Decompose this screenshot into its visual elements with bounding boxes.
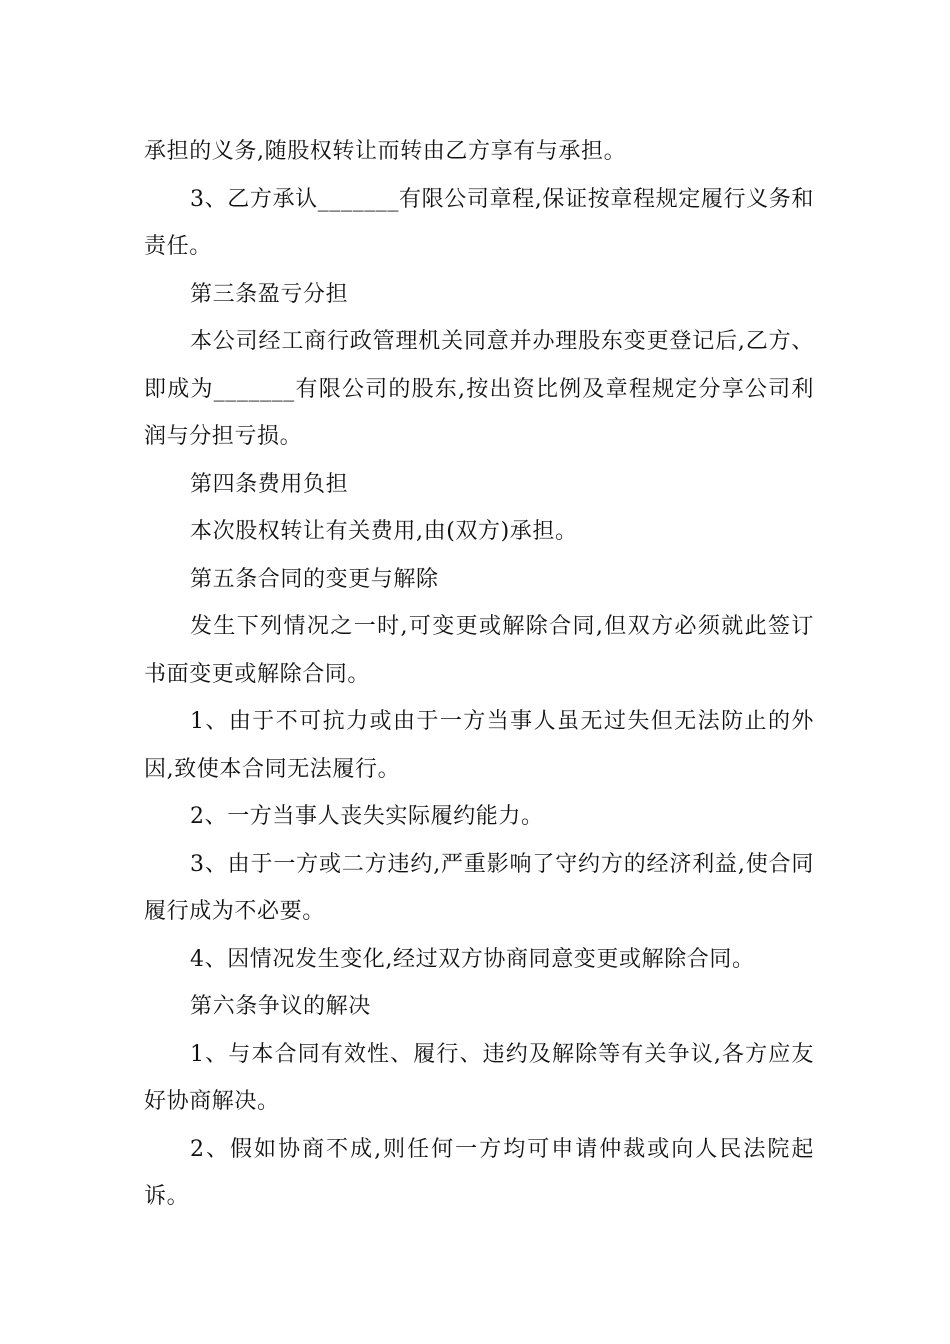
section-heading-article-3: 第三条盈亏分担 xyxy=(190,281,349,307)
section-heading-article-4: 第四条费用负担 xyxy=(190,471,349,497)
paragraph-dispute-item-1: 1、与本合同有效性、履行、违约及解除等有关争议,各方应友好协商解决。 xyxy=(144,1041,814,1114)
paragraph-dispute-item-2: 2、假如协商不成,则任何一方均可申请仲裁或向人民法院起诉。 xyxy=(144,1136,814,1209)
paragraph-clause-3: 3、乙方承认_______有限公司章程,保证按章程规定履行义务和责任。 xyxy=(144,186,814,259)
paragraph-change-item-4: 4、因情况发生变化,经过双方协商同意变更或解除合同。 xyxy=(190,946,755,972)
paragraph-expenses: 本次股权转让有关费用,由(双方)承担。 xyxy=(190,519,578,544)
paragraph-change-item-3: 3、由于一方或二方违约,严重影响了守约方的经济利益,使合同履行成为不必要。 xyxy=(144,851,814,924)
paragraph-change-conditions: 发生下列情况之一时,可变更或解除合同,但双方必须就此签订书面变更或解除合同。 xyxy=(144,614,814,687)
paragraph-change-item-2: 2、一方当事人丧失实际履约能力。 xyxy=(190,804,544,829)
document-body xyxy=(144,128,814,1221)
section-heading-article-5: 第五条合同的变更与解除 xyxy=(190,566,439,592)
paragraph-continuation: 承担的义务,随股权转让而转由乙方享有与承担。 xyxy=(144,139,627,164)
section-heading-article-6: 第六条争议的解决 xyxy=(190,994,371,1019)
paragraph-profit-loss: 本公司经工商行政管理机关同意并办理股东变更登记后,乙方、即成为_______有限公司的股东,按出资比例及章程规定分享公司利润与分担亏损。 xyxy=(144,329,814,449)
paragraph-change-item-1: 1、由于不可抗力或由于一方当事人虽无过失但无法防止的外因,致使本合同无法履行。 xyxy=(144,709,814,782)
